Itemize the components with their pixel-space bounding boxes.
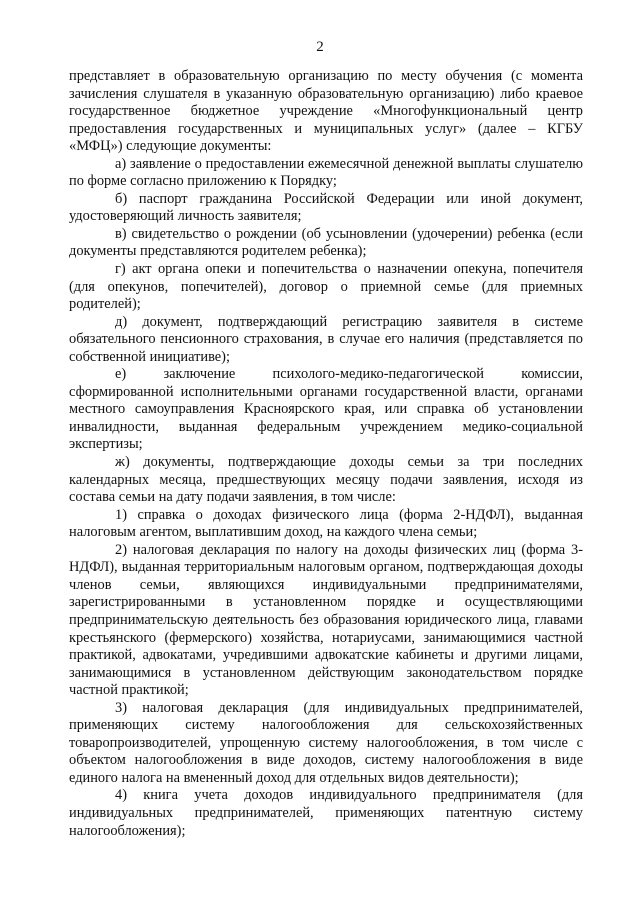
paragraph: представляет в образовательную организацию по месту обучения (с момента зачисления слушателя в указанную образовательную организацию) либо краевое государственное бюджетное учреждение «Многофункциональный центр предоставления государственных и муниципальных услуг» (далее – КГБУ «МФЦ») следующие документы:: [69, 68, 583, 155]
paragraph: 1) справка о доходах физического лица (форма 2-НДФЛ), выданная налоговым агентом, выплатившим доход, на каждого члена семьи;: [69, 506, 583, 541]
paragraph: ж) документы, подтверждающие доходы семьи за три последних календарных месяца, предшествующих месяцу подачи заявления, исходя из состава семьи на дату подачи заявления, в том числе:: [69, 454, 583, 506]
paragraph: д) документ, подтверждающий регистрацию заявителя в системе обязательного пенсионного страхования, в случае его наличия (представляется по собственной инициативе);: [69, 313, 583, 365]
paragraph: 2) налоговая декларация по налогу на доходы физических лиц (форма 3-НДФЛ), выданная территориальным налоговым органом, подтверждающая доходы членов семьи, являющихся индивидуальными предпринимателями, зарегистрированными в установленном порядке и осуществляющими предпринимательскую деятельность без образования юридического лица, главами крестьянского (фермерского) хозяйства, нотариусами, занимающимися частной практикой, адвокатами, учредившими адвокатские кабинеты и другими лицами, занимающимися в установленном действующим законодательством порядке частной практикой;: [69, 541, 583, 699]
paragraph: е) заключение психолого-медико-педагогической комиссии, сформированной исполнительными органами государственной власти, органами местного самоуправления Красноярского края, или справка об установлении инвалидности, выданная федеральным учреждением медико-социальной экспертизы;: [69, 366, 583, 453]
paragraph: а) заявление о предоставлении ежемесячной денежной выплаты слушателю по форме согласно приложению к Порядку;: [69, 155, 583, 190]
page-number: 2: [316, 39, 324, 55]
paragraph: б) паспорт гражданина Российской Федерации или иной документ, удостоверяющий личность заявителя;: [69, 190, 583, 225]
document-body: [69, 68, 583, 840]
paragraph: в) свидетельство о рождении (об усыновлении (удочерении) ребенка (если документы представляются родителем ребенка);: [69, 225, 583, 260]
paragraph: 3) налоговая декларация (для индивидуальных предпринимателей, применяющих систему налогообложения для сельскохозяйственных товаропроизводителей, упрощенную систему налогообложения, в том числе с объектом налогообложения в виде доходов, систему налогообложения в виде единого налога на вмененный доход для отдельных видов деятельности);: [69, 699, 583, 786]
paragraph: 4) книга учета доходов индивидуального предпринимателя (для индивидуальных предпринимателей, применяющих патентную систему налогообложения);: [69, 787, 583, 839]
paragraph: г) акт органа опеки и попечительства о назначении опекуна, попечителя (для опекунов, попечителей), договор о приемной семье (для приемных родителей);: [69, 261, 583, 313]
